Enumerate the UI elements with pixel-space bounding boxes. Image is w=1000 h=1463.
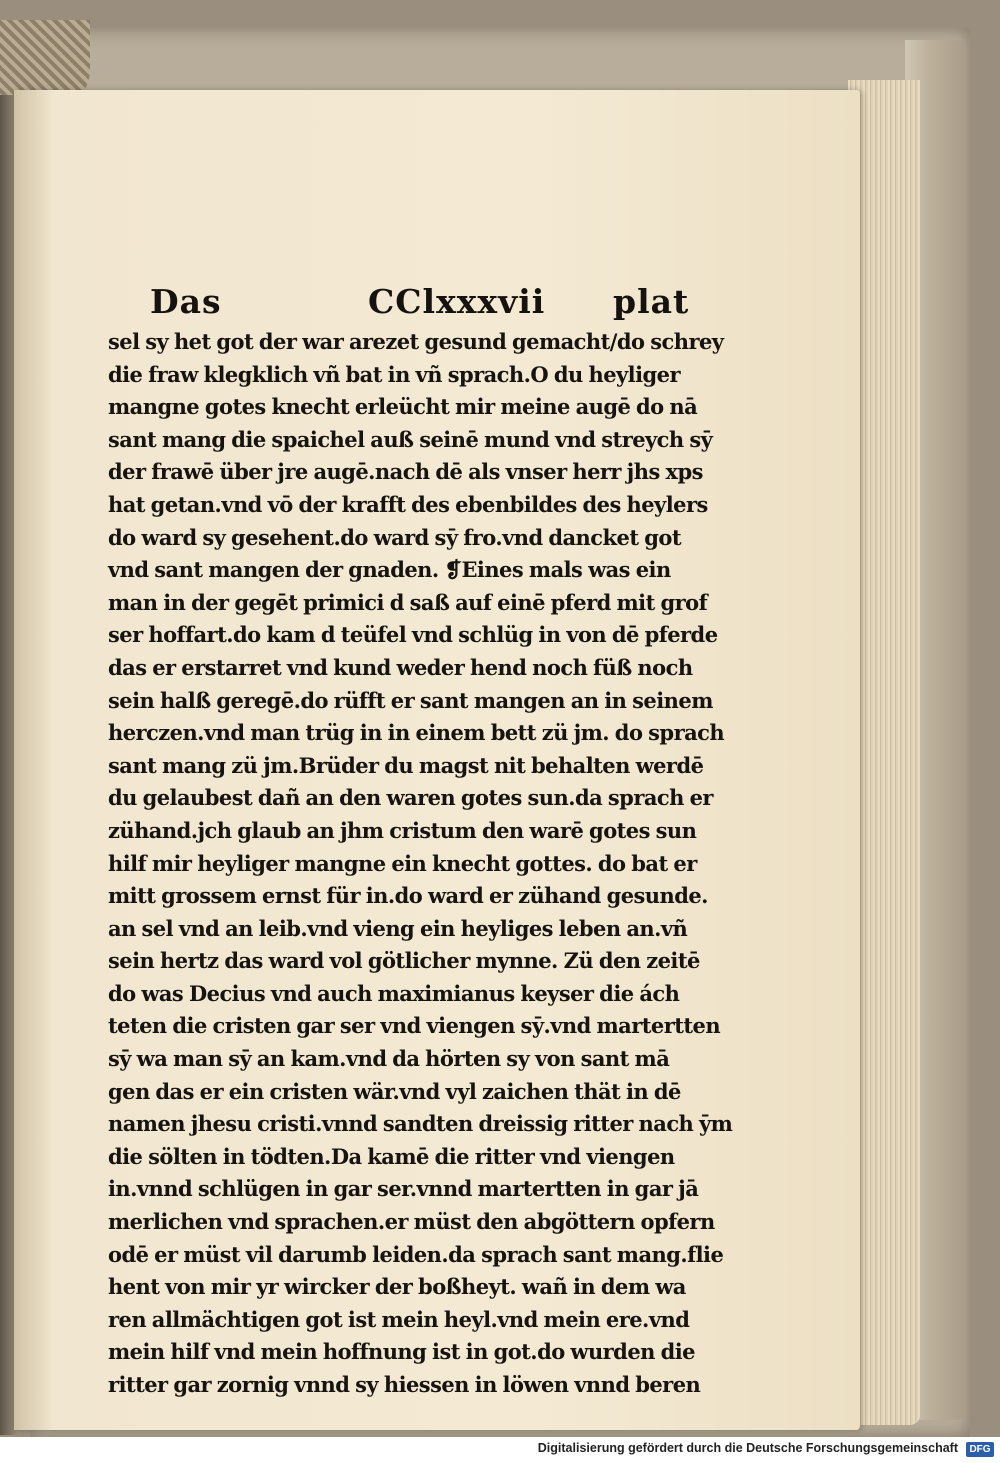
text-line: hilf mir heyliger mangne ein knecht gottes. do bat er bbox=[108, 850, 697, 876]
text-line: der frawē über jre augē.nach dē als vnser herr jhs xps bbox=[108, 459, 703, 485]
text-line: sein hertz das ward vol götlicher mynne. Zü den zeitē bbox=[108, 948, 700, 974]
header-left-word: Das bbox=[150, 282, 222, 321]
text-line: an sel vnd an leib.vnd vieng ein heyliges leben an.vñ bbox=[108, 915, 688, 941]
text-line: hent von mir yr wircker der boßheyt. wañ in dem wa bbox=[108, 1274, 686, 1300]
text-line: do was Decius vnd auch maximianus keyser die ách bbox=[108, 980, 680, 1006]
text-line: die fraw klegklich vñ bat in vñ sprach.O du heyliger bbox=[108, 361, 680, 387]
text-line: do ward sy gesehent.do ward sȳ fro.vnd dancket got bbox=[108, 524, 681, 550]
dfg-logo-icon: DFG bbox=[966, 1442, 994, 1457]
text-line: merlichen vnd sprachen.er müst den abgöttern opfern bbox=[108, 1209, 715, 1235]
text-line: sȳ wa man sȳ an kam.vnd da hörten sy von sant mā bbox=[108, 1046, 670, 1072]
text-line: hat getan.vnd vō der krafft des ebenbildes des heylers bbox=[108, 491, 708, 517]
text-line: sant mang die spaichel auß seinē mund vnd streych sȳ bbox=[108, 426, 713, 452]
footer-bar bbox=[0, 1437, 1000, 1463]
body-text bbox=[108, 326, 733, 1402]
text-line: gen das er ein cristen wär.vnd vyl zaichen thät in dē bbox=[108, 1078, 681, 1104]
text-line: die sölten in tödten.Da kamē die ritter vnd viengen bbox=[108, 1143, 675, 1169]
text-line: mein hilf vnd mein hoffnung ist in got.do wurden die bbox=[108, 1339, 695, 1365]
text-line: odē er müst vil darumb leiden.da sprach sant mang.flie bbox=[108, 1241, 724, 1267]
text-line: herczen.vnd man trüg in in einem bett zü jm. do sprach bbox=[108, 720, 725, 746]
text-line: du gelaubest dañ an den waren gotes sun.da sprach er bbox=[108, 785, 713, 811]
text-line: ser hoffart.do kam d teüfel vnd schlüg in von dē pferde bbox=[108, 622, 718, 648]
text-line: in.vnnd schlügen in gar ser.vnnd martertten in gar jā bbox=[108, 1176, 699, 1202]
page-header bbox=[120, 282, 690, 328]
folio-number: CClxxxvii bbox=[368, 282, 546, 321]
text-line: man in der gegēt primici d saß auf einē pferd mit grof bbox=[108, 589, 708, 615]
funding-credit: Digitalisierung gefördert durch die Deutsche Forschungsgemeinschaft bbox=[537, 1441, 958, 1455]
text-line: mitt grossem ernst für in.do ward er zühand gesunde. bbox=[108, 883, 708, 909]
text-line: zühand.jch glaub an jhm cristum den warē gotes sun bbox=[108, 817, 697, 843]
text-line: ren allmächtigen got ist mein heyl.vnd mein ere.vnd bbox=[108, 1306, 690, 1332]
text-line: namen jhesu cristi.vnnd sandten dreissig ritter nach ȳm bbox=[108, 1111, 733, 1137]
text-line: teten die cristen gar ser vnd viengen sȳ.vnd martertten bbox=[108, 1013, 721, 1039]
text-line: sel sy het got der war arezet gesund gemacht/do schrey bbox=[108, 329, 724, 354]
text-line: sein halß geregē.do rüfft er sant mangen an in seinem bbox=[108, 687, 713, 713]
text-line: sant mang zü jm.Brüder du magst nit behalten werdē bbox=[108, 752, 704, 778]
header-right-word: plat bbox=[613, 282, 690, 321]
text-line: vnd sant mangen der gnaden. ❡Eines mals was ein bbox=[108, 557, 671, 583]
text-line: das er erstarret vnd kund weder hend noch füß noch bbox=[108, 654, 693, 680]
text-line: mangne gotes knecht erleücht mir meine augē do nā bbox=[108, 394, 698, 420]
text-line: ritter gar zornig vnnd sy hiessen in löwen vnnd beren bbox=[108, 1372, 701, 1397]
